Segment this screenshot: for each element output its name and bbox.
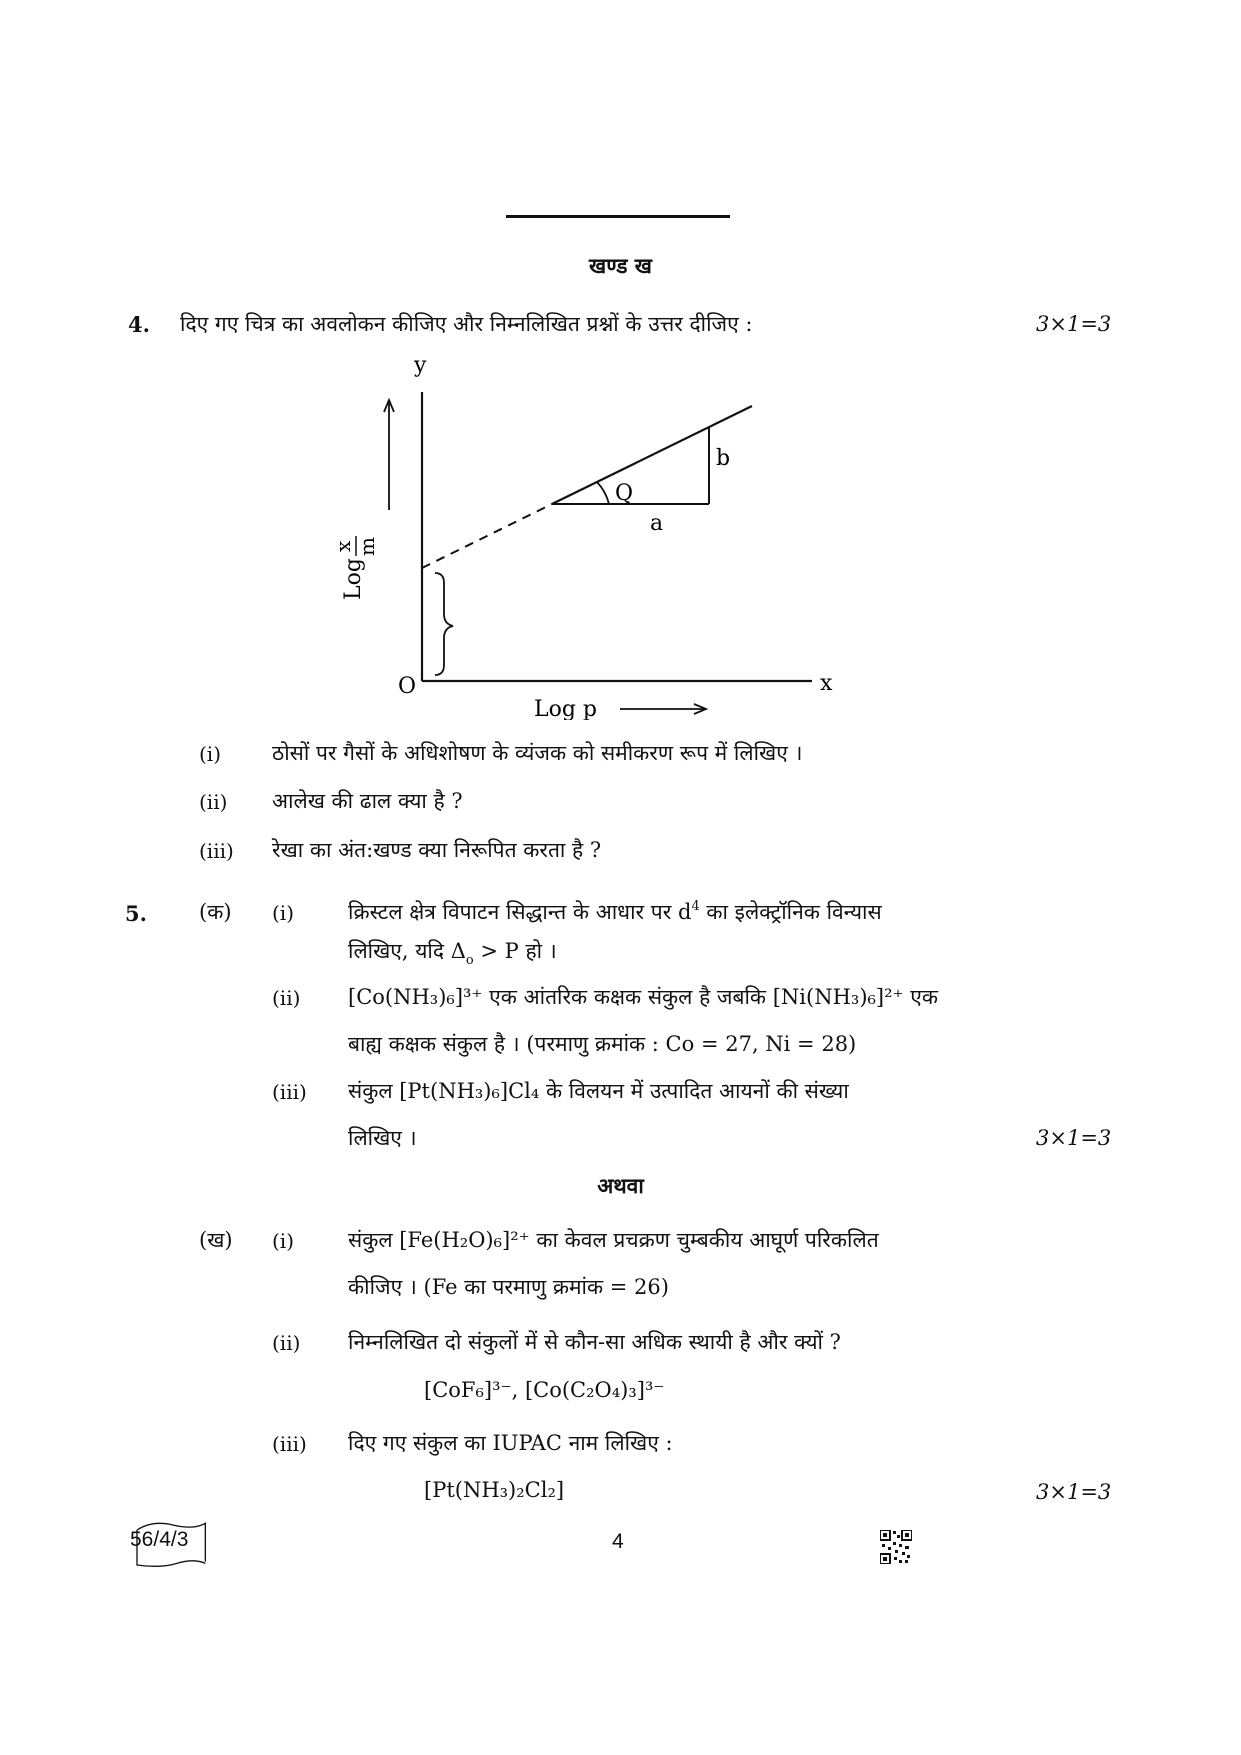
top-rule — [506, 215, 730, 218]
q5a-part-iii-label: (iii) — [272, 1080, 307, 1104]
question-4-prompt: दिए गए चित्र का अवलोकन कीजिए और निम्नलिखित प्रश्नों के उत्तर दीजिए : — [180, 312, 753, 336]
q5-option-b-label: (ख) — [199, 1228, 233, 1252]
q5a-marks: 3×1=3 — [1036, 1126, 1112, 1150]
intercept-brace-icon — [435, 573, 453, 675]
q4-part-ii-label: (ii) — [199, 790, 228, 814]
y-axis-letter: y — [414, 353, 427, 378]
q5a-part-iii-line1: संकुल [Pt(NH₃)₆]Cl₄ के विलयन में उत्पादित आयनों की संख्या — [348, 1079, 849, 1103]
question-5-number: 5. — [125, 901, 147, 926]
or-divider: अथवा — [597, 1173, 644, 1198]
q5b-part-iii-line1: दिए गए संकुल का IUPAC नाम लिखिए : — [348, 1431, 673, 1455]
q5a-part-iii-line2: लिखिए । — [348, 1126, 417, 1150]
q4-part-iii-label: (iii) — [199, 839, 234, 863]
q5a-part-ii-label: (ii) — [272, 986, 301, 1010]
y-axis-label — [331, 536, 379, 600]
q5a-part-i-line1: क्रिस्टल क्षेत्र विपाटन सिद्धान्त के आधार पर $d^4$ का इलेक्ट्रॉनिक विन्यास — [348, 899, 882, 924]
angle-label: Q — [615, 481, 634, 506]
x-axis-label: Log p — [534, 697, 598, 720]
q5-option-a-label: (क) — [199, 900, 232, 924]
page-number: 4 — [612, 1530, 624, 1553]
q5b-part-ii-formulas: [CoF₆]³⁻, [Co(C₂O₄)₃]³⁻ — [424, 1378, 665, 1402]
y-axis-label-denominator: m — [355, 537, 379, 556]
rise-label: b — [716, 446, 731, 471]
q5b-part-ii-label: (ii) — [272, 1331, 301, 1355]
origin-label: O — [398, 674, 417, 699]
y-axis-label-numerator: x — [331, 540, 355, 552]
question-4-number: 4. — [128, 312, 150, 337]
qr-code-icon — [880, 1530, 912, 1564]
q4-part-i-label: (i) — [199, 742, 222, 766]
q4-part-iii-text: रेखा का अंत:खण्ड क्या निरूपित करता है ? — [272, 838, 602, 862]
section-title: खण्ड ख — [589, 253, 652, 278]
q5b-part-i-label: (i) — [272, 1229, 295, 1253]
question-4-marks: 3×1=3 — [1036, 312, 1112, 336]
x-axis-letter: x — [820, 671, 833, 696]
angle-arc — [597, 482, 609, 504]
q5b-part-iii-label: (iii) — [272, 1432, 307, 1456]
q5a-part-ii-line1: [Co(NH₃)₆]³⁺ एक आंतरिक कक्षक संकुल है जबकि [Ni(NH₃)₆]²⁺ एक — [348, 985, 939, 1009]
q4-part-i-text: ठोसों पर गैसों के अधिशोषण के व्यंजक को समीकरण रूप में लिखिए । — [272, 741, 803, 765]
freundlich-isotherm-figure — [320, 340, 880, 720]
q5a-part-i-line2: लिखिए, यदि $\Delta_o > P$ हो । — [348, 939, 557, 968]
q5a-part-ii-line2: बाह्य कक्षक संकुल है । (परमाणु क्रमांक : Co = 27, Ni = 28) — [348, 1032, 857, 1056]
q5b-part-i-line1: संकुल [Fe(H₂O)₆]²⁺ का केवल प्रचक्रण चुम्बकीय आघूर्ण परिकलित — [348, 1228, 879, 1252]
q5b-part-i-line2: कीजिए । (Fe का परमाणु क्रमांक = 26) — [348, 1275, 669, 1299]
y-axis-label-log: Log — [341, 558, 366, 600]
q5b-marks: 3×1=3 — [1036, 1480, 1112, 1504]
dashed-extrapolation-line — [422, 504, 552, 568]
paper-code: 56/4/3 — [130, 1528, 189, 1551]
run-label: a — [650, 511, 664, 536]
q5a-part-i-label: (i) — [272, 901, 295, 925]
q5b-part-iii-formula: [Pt(NH₃)₂Cl₂] — [424, 1478, 565, 1502]
q5b-part-ii-line1: निम्नलिखित दो संकुलों में से कौन-सा अधिक स्थायी है और क्यों ? — [348, 1330, 841, 1354]
q4-part-ii-text: आलेख की ढाल क्या है ? — [272, 789, 463, 813]
